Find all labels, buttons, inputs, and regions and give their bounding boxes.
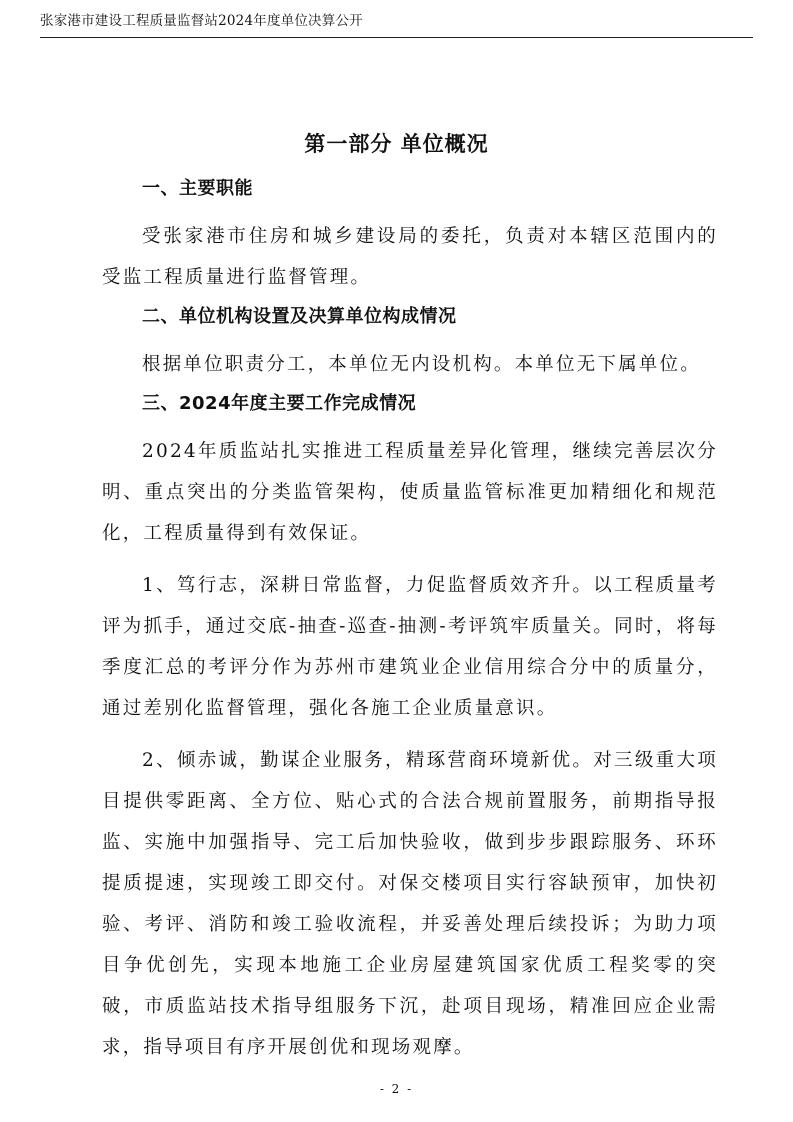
section-main-functions [102,176,718,298]
section-work-completion [102,391,718,1068]
section-organization [102,304,718,385]
section-heading: 二、单位机构设置及决算单位构成情况 [142,306,457,327]
section-heading: 三、2024年度主要工作完成情况 [142,393,417,414]
paragraph: 根据单位职责分工，本单位无内设机构。本单位无下属单位。 [142,354,701,375]
page-title: 第一部分 单位概况 [304,132,489,156]
running-header [40,11,753,38]
paragraph: 2、倾赤诚，勤谋企业服务，精琢营商环境新优。对三级重大项目提供零距离、全方位、贴心式的合法合规前置服务，前期指导报监、实施中加强指导、完工后加快验收，做到步步跟踪服务、环环提质提速，实现竣工即交付。对保交楼项目实行容缺预审，加快初验、考评、消防和竣工验收流程，并妥善处理后续投诉；为助力项目争优创先，实现本地施工企业房屋建筑国家优质工程奖零的突破，市质监站技术指导组服务下沉，赴项目现场，精准回应企业需求，指导项目有序开展创优和现场观摩。 [102,750,718,1058]
paragraph: 受张家港市住房和城乡建设局的委托，负责对本辖区范围内的受监工程质量进行监督管理。 [102,226,718,288]
page-number: - 2 - [379,1082,414,1096]
document-body [102,176,718,1079]
paragraph: 1、笃行志，深耕日常监督，力促监督质效齐升。以工程质量考评为抓手，通过交底-抽查-巡查-抽测-考评筑牢质量关。同时，将每季度汇总的考评分作为苏州市建筑业企业信用综合分中的质量分，通过差别化监督管理，强化各施工企业质量意识。 [102,575,718,719]
paragraph: 2024年质监站扎实推进工程质量差异化管理，继续完善层次分明、重点突出的分类监管架构，使质量监管标准更加精细化和规范化，工程质量得到有效保证。 [102,441,718,544]
header-text: 张家港市建设工程质量监督站2024年度单位决算公开 [40,13,363,29]
section-heading: 一、主要职能 [142,178,253,199]
